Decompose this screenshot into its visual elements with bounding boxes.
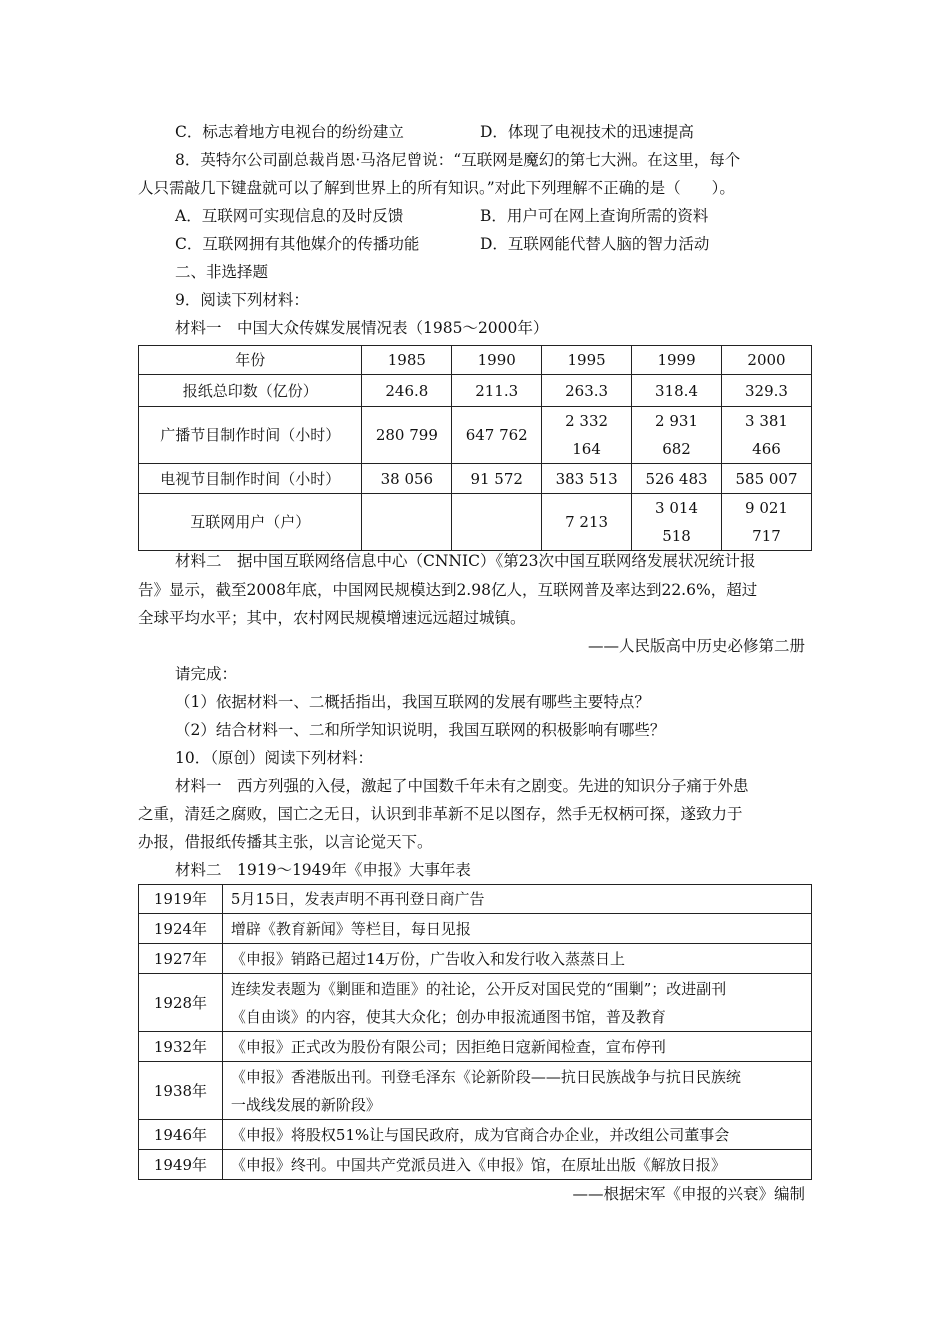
event-cell: 《申报》销路已超过14万份，广告收入和发行收入蒸蒸日上 [222, 944, 811, 974]
q9-source: ——人民版高中历史必修第二册 [587, 637, 805, 655]
table-cell [362, 494, 452, 551]
event-cell: 《申报》正式改为股份有限公司；因拒绝日寇新闻检查，宣布停刊 [222, 1032, 811, 1062]
event-text-line2: 《自由谈》的内容，使其大众化；创办申报流通图书馆，普及教育 [230, 1007, 666, 1026]
table-cell: 1990 [452, 346, 542, 375]
table-cell: 280 799 [362, 407, 452, 464]
q9-subquestion-1: （1）依据材料一、二概括指出，我国互联网的发展有哪些主要特点？ [175, 693, 650, 711]
table-row [139, 407, 812, 464]
table-cell: 报纸总印数（亿份） [139, 375, 362, 407]
q8-option-d: D．互联网能代替人脑的智力活动 [480, 235, 710, 253]
q8-stem-line1: 8．英特尔公司副总裁肖恩·马洛尼曾说：“互联网是魔幻的第七大洲。在这里，每个 [175, 151, 741, 169]
table-cell: 广播节目制作时间（小时） [139, 407, 362, 464]
event-cell: 《申报》终刊。中国共产党派员进入《申报》馆，在原址出版《解放日报》 [222, 1150, 811, 1180]
table-cell: 329.3 [722, 375, 812, 407]
table-row [139, 464, 812, 494]
year-cell: 1924年 [139, 914, 223, 944]
table-row [139, 1062, 812, 1120]
table-cell: 383 513 [542, 464, 632, 494]
table-cell [452, 494, 542, 551]
table-cell: 585 007 [722, 464, 812, 494]
table-cell: 246.8 [362, 375, 452, 407]
table-row [139, 1120, 812, 1150]
table-cell: 3 381 466 [722, 407, 812, 464]
q9-subquestion-2: （2）结合材料一、二和所学知识说明，我国互联网的积极影响有哪些？ [175, 721, 666, 739]
table-row [139, 974, 812, 1032]
q10-stem: 10．（原创）阅读下列材料： [175, 749, 373, 767]
table-row [139, 375, 812, 407]
table-cell: 1985 [362, 346, 452, 375]
event-text-line1: 连续发表题为《剿匪和造匪》的社论，公开反对国民党的“围剿”；改进副刊 [230, 979, 727, 998]
table-cell: 7 213 [542, 494, 632, 551]
media-development-table [138, 345, 812, 551]
q8-option-b: B．用户可在网上查询所需的资料 [480, 207, 709, 225]
year-cell: 1949年 [139, 1150, 223, 1180]
shenbao-chronology-table [138, 884, 812, 1180]
table-cell: 9 021 717 [722, 494, 812, 551]
q8-stem-line2: 人只需敲几下键盘就可以了解到世界上的所有知识。”对此下列理解不正确的是（ ）。 [138, 179, 735, 197]
table-cell: 318.4 [632, 375, 722, 407]
event-cell: 增辟《教育新闻》等栏目，每日见报 [222, 914, 811, 944]
year-cell: 1928年 [139, 974, 223, 1032]
table-cell: 263.3 [542, 375, 632, 407]
event-cell: 5月15日，发表声明不再刊登日商广告 [222, 885, 811, 914]
year-cell: 1932年 [139, 1032, 223, 1062]
q9-material1-title: 材料一 中国大众传媒发展情况表（1985～2000年） [175, 319, 549, 337]
section-heading: 二、非选择题 [175, 263, 269, 281]
table-row [139, 944, 812, 974]
table-cell: 91 572 [452, 464, 542, 494]
table-cell: 38 056 [362, 464, 452, 494]
table-cell: 年份 [139, 346, 362, 375]
event-text-line1: 《申报》香港版出刊。刊登毛泽东《论新阶段——抗日民族战争与抗日民族统 [230, 1067, 741, 1086]
q10-material1-line3: 办报，借报纸传播其主张，以言论觉天下。 [138, 833, 433, 851]
table-row [139, 1150, 812, 1180]
q8-option-c: C．互联网拥有其他媒介的传播功能 [175, 235, 420, 253]
event-text-line2: 一战线发展的新阶段》 [230, 1095, 381, 1114]
table-cell: 2000 [722, 346, 812, 375]
q7-option-d: D．体现了电视技术的迅速提高 [480, 123, 694, 141]
q9-material2-line2: 告》显示，截至2008年底，中国网民规模达到2.98亿人，互联网普及率达到22.6%，超过 [138, 581, 758, 599]
q9-material2-line3: 全球平均水平；其中，农村网民规模增速远远超过城镇。 [138, 609, 526, 627]
q10-source: ——根据宋军《申报的兴衰》编制 [572, 1185, 805, 1203]
table-row [139, 494, 812, 551]
event-cell [222, 1062, 811, 1120]
table-row [139, 885, 812, 914]
q10-material1-line1: 材料一 西方列强的入侵，激起了中国数千年未有之剧变。先进的知识分子痛于外患 [175, 777, 749, 795]
q10-material2-title: 材料二 1919～1949年《申报》大事年表 [175, 861, 471, 879]
q7-option-c: C．标志着地方电视台的纷纷建立 [175, 123, 404, 141]
q8-option-a: A．互联网可实现信息的及时反馈 [175, 207, 404, 225]
table-header-row [139, 346, 812, 375]
table-cell: 1995 [542, 346, 632, 375]
q9-ask: 请完成： [175, 665, 238, 683]
year-cell: 1938年 [139, 1062, 223, 1120]
table-row [139, 914, 812, 944]
year-cell: 1927年 [139, 944, 223, 974]
table-row [139, 1032, 812, 1062]
table-cell: 电视节目制作时间（小时） [139, 464, 362, 494]
table-cell: 互联网用户（户） [139, 494, 362, 551]
event-cell: 《申报》将股权51%让与国民政府，成为官商合办企业，并改组公司董事会 [222, 1120, 811, 1150]
table-cell: 2 931 682 [632, 407, 722, 464]
table-cell: 1999 [632, 346, 722, 375]
table-cell: 211.3 [452, 375, 542, 407]
table-cell: 647 762 [452, 407, 542, 464]
q9-stem: 9．阅读下列材料： [175, 291, 309, 309]
q9-material2-line1: 材料二 据中国互联网络信息中心（CNNIC）《第23次中国互联网络发展状况统计报 [175, 552, 756, 570]
table-cell: 526 483 [632, 464, 722, 494]
q10-material1-line2: 之重，清廷之腐败，国亡之无日，认识到非革新不足以图存，然手无权柄可探，遂致力于 [138, 805, 743, 823]
year-cell: 1919年 [139, 885, 223, 914]
table-cell: 3 014 518 [632, 494, 722, 551]
event-cell [222, 974, 811, 1032]
table-cell: 2 332 164 [542, 407, 632, 464]
year-cell: 1946年 [139, 1120, 223, 1150]
